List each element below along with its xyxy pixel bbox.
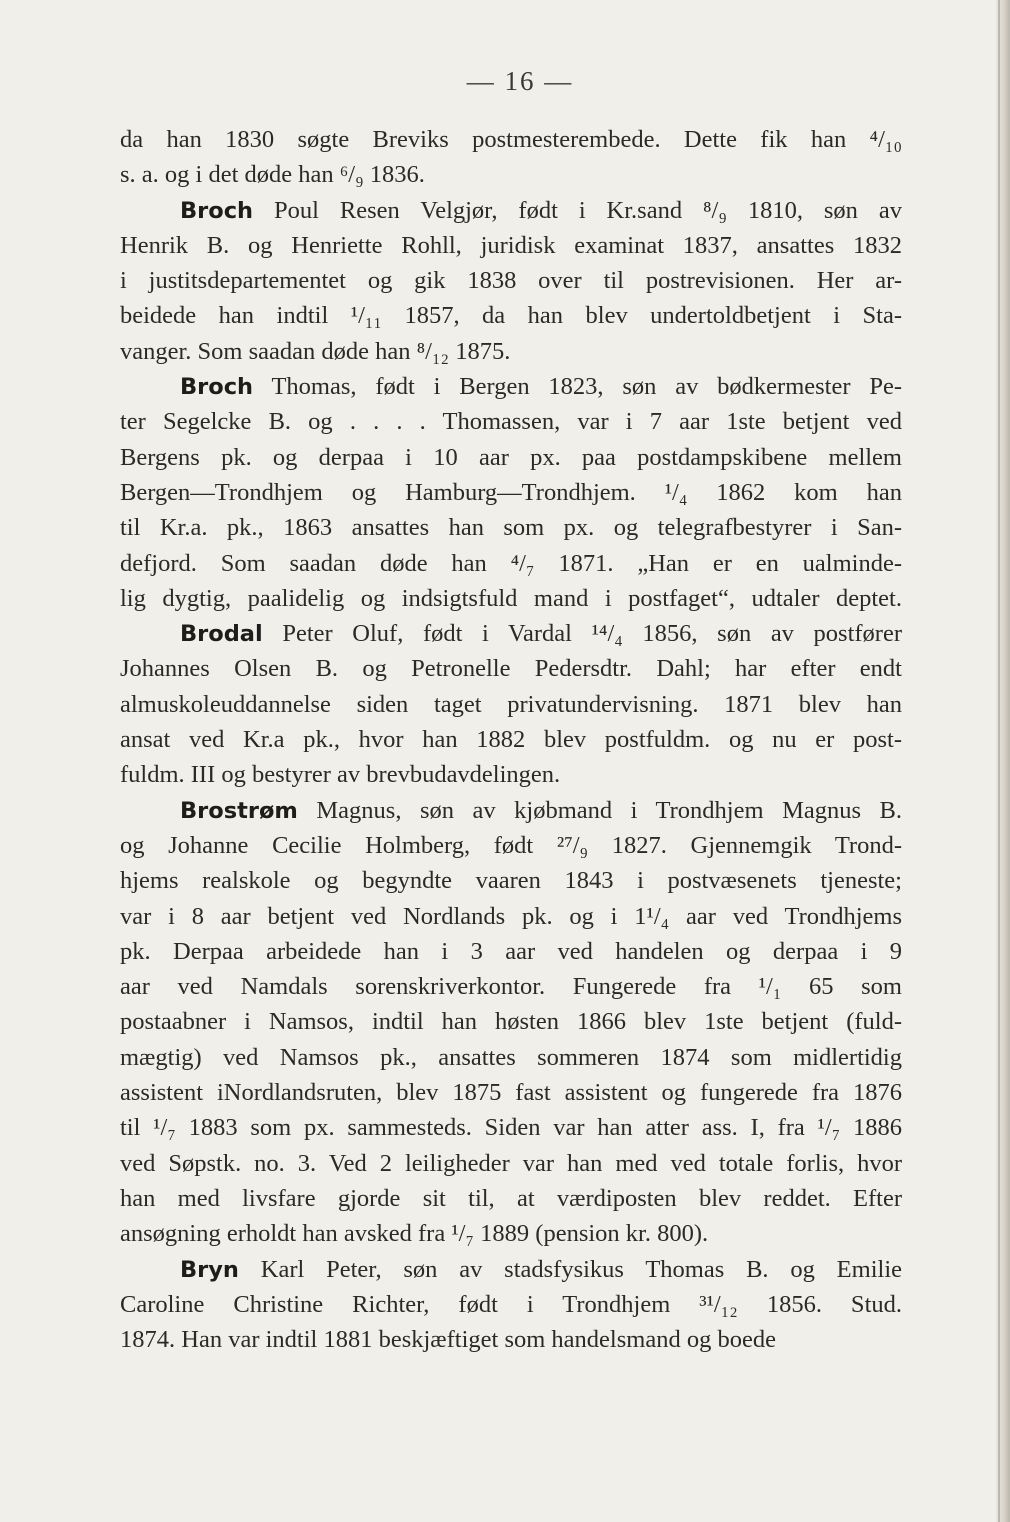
line-text: til ¹/₇ 1883 som px. sammesteds. Siden var han atter ass. I, fra ¹/₇ 1886 <box>120 1114 902 1142</box>
line-text: han med livsfare gjorde sit til, at værdiposten blev reddet. Efter <box>120 1184 902 1212</box>
line-text: ansat ved Kr.a pk., hvor han 1882 blev postfuldm. og nu er post- <box>120 726 902 754</box>
text-line <box>120 122 902 157</box>
line-text: defjord. Som saadan døde han ⁴/₇ 1871. „Han er en ualminde- <box>120 549 902 577</box>
text-line <box>120 510 902 545</box>
text-line <box>120 969 902 1004</box>
line-text: almuskoleuddannelse siden taget privatundervisning. 1871 blev han <box>120 690 902 718</box>
line-text: ter Segelcke B. og . . . . Thomassen, var i 7 aar 1ste betjent ved <box>120 408 902 436</box>
line-text: Peter Oluf, født i Vardal ¹⁴/₄ 1856, søn av postfører <box>262 620 902 648</box>
text-line <box>120 334 902 369</box>
text-line <box>120 1287 902 1322</box>
text-line <box>120 1040 902 1075</box>
line-text: 1874. Han var indtil 1881 beskjæftiget som handelsmand og boede <box>120 1326 776 1354</box>
text-line <box>120 298 902 333</box>
line-text: til Kr.a. pk., 1863 ansattes han som px. og telegrafbestyrer i San- <box>120 514 902 542</box>
text-line <box>120 1004 902 1039</box>
text-line <box>120 1181 902 1216</box>
entry-heading-line <box>120 193 902 228</box>
line-text: ved Søpstk. no. 3. Ved 2 leiligheder var han med ved totale forlis, hvor <box>120 1149 902 1177</box>
text-line <box>120 1146 902 1181</box>
line-text: da han 1830 søgte Breviks postmesterembede. Dette fik han ⁴/₁₀ <box>120 126 902 153</box>
line-text: s. a. og i det døde han ⁶/₉ 1836. <box>120 161 425 189</box>
entry-surname: Broch <box>180 374 254 401</box>
entry-heading-line <box>120 369 902 404</box>
line-text: Bergen—Trondhjem og Hamburg—Trondhjem. ¹/₄ 1862 kom han <box>120 478 902 506</box>
line-text: og Johanne Cecilie Holmberg, født ²⁷/₉ 1827. Gjennemgik Trond- <box>120 831 902 859</box>
entry-heading-line <box>120 616 902 651</box>
line-text: aar ved Namdals sorenskriverkontor. Fungerede fra ¹/₁ 65 som <box>120 973 902 1001</box>
line-text: Poul Resen Velgjør, født i Kr.sand ⁸/₉ 1810, søn av <box>253 196 902 224</box>
text-line <box>120 863 902 898</box>
line-text: lig dygtig, paalidelig og indsigtsfuld mand i postfaget“, udtaler deptet. <box>120 584 902 612</box>
text-line <box>120 1110 902 1145</box>
line-text: pk. Derpaa arbeidede han i 3 aar ved handelen og derpaa i 9 <box>120 937 902 965</box>
text-line <box>120 404 902 439</box>
text-line <box>120 440 902 475</box>
text-line <box>120 1322 902 1357</box>
page-edge-line <box>998 0 1000 1522</box>
entry-heading-line <box>120 1252 902 1287</box>
line-text: hjems realskole og begyndte vaaren 1843 i postvæsenets tjeneste; <box>120 867 902 895</box>
entry-surname: Broch <box>180 197 254 224</box>
line-text: Magnus, søn av kjøbmand i Trondhjem Magnus B. <box>297 796 902 824</box>
line-text: mægtig) ved Namsos pk., ansattes sommeren 1874 som midlertidig <box>120 1043 902 1071</box>
line-text: Henrik B. og Henriette Rohll, juridisk examinat 1837, ansattes 1832 <box>120 231 902 259</box>
line-text: var i 8 aar betjent ved Nordlands pk. og i 1¹/₄ aar ved Trondhjems <box>120 902 902 930</box>
text-line <box>120 687 902 722</box>
page-number: — 16 — <box>466 66 574 96</box>
text-line <box>120 651 902 686</box>
text-line <box>120 263 902 298</box>
entry-surname: Bryn <box>180 1256 239 1283</box>
text-line <box>120 899 902 934</box>
text-line <box>120 828 902 863</box>
entry-surname: Brodal <box>180 621 263 648</box>
text-line <box>120 581 902 616</box>
line-text: Thomas, født i Bergen 1823, søn av bødkermester Pe- <box>253 373 902 401</box>
line-text: postaabner i Namsos, indtil han høsten 1866 blev 1ste betjent (fuld- <box>120 1008 902 1036</box>
entry-heading-line <box>120 793 902 828</box>
line-text: beidede han indtil ¹/₁₁ 1857, da han blev undertoldbetjent i Sta- <box>120 302 902 330</box>
text-line <box>120 1075 902 1110</box>
line-text: fuldm. III og bestyrer av brevbudavdelingen. <box>120 761 561 789</box>
line-text: vanger. Som saadan døde han ⁸/₁₂ 1875. <box>120 337 511 365</box>
line-text: Johannes Olsen B. og Petronelle Pedersdtr. Dahl; har efter endt <box>120 655 902 683</box>
entry-surname: Brostrøm <box>180 797 298 824</box>
text-line <box>120 157 902 192</box>
text-line <box>120 546 902 581</box>
text-line <box>120 228 902 263</box>
line-text: assistent iNordlandsruten, blev 1875 fast assistent og fungerede fra 1876 <box>120 1079 902 1107</box>
text-line <box>120 934 902 969</box>
line-text: Caroline Christine Richter, født i Trondhjem ³¹/₁₂ 1856. Stud. <box>120 1290 902 1318</box>
text-line <box>120 1216 902 1251</box>
text-line <box>120 475 902 510</box>
document-body <box>120 122 902 1357</box>
line-text: Karl Peter, søn av stadsfysikus Thomas B. og Emilie <box>238 1255 902 1283</box>
text-line <box>120 757 902 792</box>
line-text: i justitsdepartementet og gik 1838 over til postrevisionen. Her ar- <box>120 267 902 295</box>
line-text: ansøgning erholdt han avsked fra ¹/₇ 1889 (pension kr. 800). <box>120 1220 709 1248</box>
text-line <box>120 722 902 757</box>
line-text: Bergens pk. og derpaa i 10 aar px. paa postdampskibene mellem <box>120 443 902 471</box>
